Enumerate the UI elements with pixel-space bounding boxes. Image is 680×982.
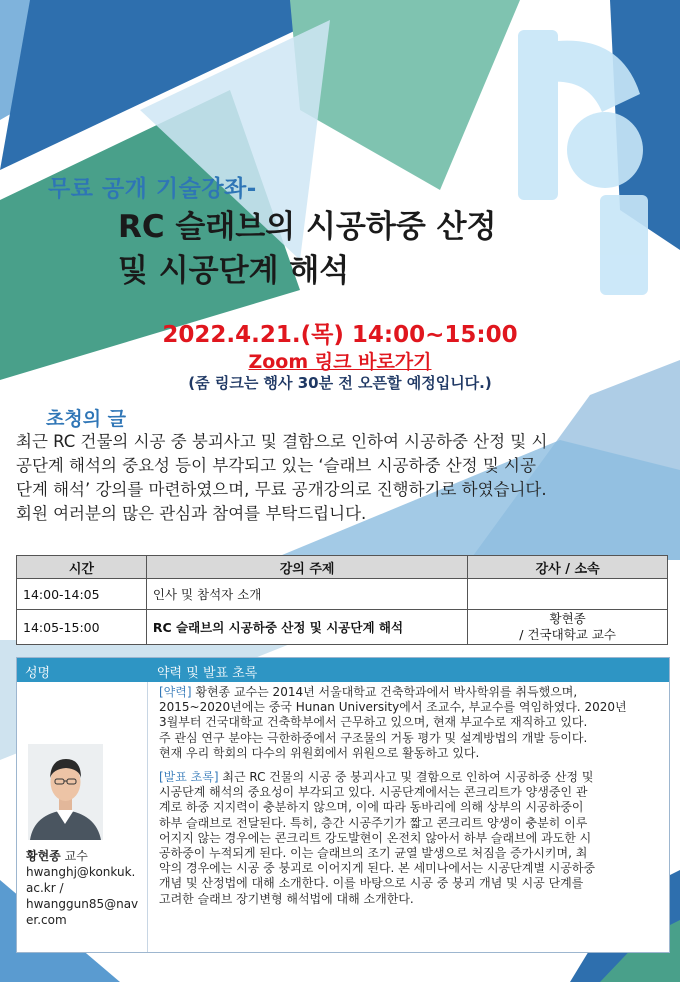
speaker-affiliation: / 건국대학교 교수	[519, 627, 616, 642]
email-line: hwanghj@konkuk.	[26, 865, 136, 879]
row-speaker	[468, 579, 668, 610]
invitation-heading: 초청의 글	[46, 408, 127, 430]
row-topic: 인사 및 참석자 소개	[146, 579, 467, 610]
speaker-contact	[26, 848, 144, 928]
invitation-line: 회원 여러분의 많은 관심과 참여를 부탁드립니다.	[16, 504, 367, 523]
col-header-topic: 강의 주제	[146, 556, 467, 579]
speaker-photo	[28, 744, 103, 840]
column-divider	[147, 682, 148, 952]
bio-and-abstract	[159, 685, 664, 907]
profile-col-bio: 약력 및 발표 초록	[157, 666, 258, 681]
invitation-line: 단계 해석’ 강의를 마련하였으며, 무료 공개강의로 진행하기로 하였습니다.	[16, 480, 547, 499]
col-header-time: 시간	[17, 556, 147, 579]
abstract-label: [발표 초록]	[159, 770, 219, 785]
schedule-header-row	[17, 556, 668, 579]
schedule-table	[16, 555, 668, 645]
row-time: 14:00-14:05	[17, 579, 147, 610]
invitation-line: 최근 RC 건물의 시공 중 붕괴사고 및 결함으로 인하여 시공하중 산정 및 시	[16, 432, 548, 451]
speaker-name: 황현종	[549, 611, 586, 626]
abstract-section: [발표 초록] 최근 RC 건물의 시공 중 붕괴사고 및 결함으로 인하여 시공하중 산정 및 시공단계 해석의 중요성이 부각되고 있다. 시공단계에서는 콘크리트가 양생중인 관 계로 하중 지지력이 충분하지 않으며, 이에 따라 동바리에 의해 상부의 시공하중이 하부 슬래브로 전달된다. 특히, 층간 시공주기가 짧고 콘크리트 양생이 충분히 이루 어지지 않는 경우에는 콘크리트 강도발현이 온전치 않아서 하부 슬래브에 과도한 시 공하중이 누적되게 된다. 이는 슬래브의 조기 균열 발생으로 처짐을 증가시키며, 최 악의 경우에는 시공 중 붕괴로 이어지게 된다. 본 세미나에서는 시공단계별 시공하중 개념 및 산정법에 대해 소개한다. 이를 바탕으로 시공 중 붕괴 개념 및 시공 단계를 고려한 슬래브 장기변형 해석법에 대해 소개한다.	[159, 770, 596, 906]
table-row	[17, 579, 668, 610]
title-line-2: 및 시공단계 해석	[118, 253, 350, 289]
profile-header-bar	[17, 658, 669, 682]
bio-section: [약력] 황현종 교수는 2014년 서울대학교 건축학과에서 박사학위를 취득했으며, 2015~2020년에는 중국 Hunan University에서 조교수, 부교수를 역임하였다. 2020년 3월부터 건국대학교 건축학부에서 근무하고 있으며, 현재 부교수로 재직하고 있다. 주 관심 연구 분야는 극한하중에서 구조물의 거동 평가 및 설계방법의 개발 등이다. 현재 우리 학회의 다수의 위원회에서 위원으로 활동하고 있다.	[159, 685, 627, 760]
row-speaker	[468, 610, 668, 645]
zoom-link[interactable]: Zoom 링크 바로가기	[248, 351, 432, 373]
col-header-speaker: 강사 / 소속	[468, 556, 668, 579]
zoom-open-note: (줌 링크는 행사 30분 전 오픈할 예정입니다.)	[188, 374, 492, 392]
speaker-name: 황현종	[26, 849, 61, 863]
lecture-subtitle: 무료 공개 기술강좌-	[48, 176, 257, 202]
table-row	[17, 610, 668, 645]
email-line: er.com	[26, 913, 67, 927]
event-date-time: 2022.4.21.(목) 14:00~15:00	[162, 322, 518, 348]
speaker-title: 교수	[64, 849, 88, 863]
bio-label: [약력]	[159, 685, 192, 699]
row-time: 14:05-15:00	[17, 610, 147, 645]
row-topic: RC 슬래브의 시공하중 산정 및 시공단계 해석	[146, 610, 467, 645]
email-line: ac.kr /	[26, 881, 64, 895]
invitation-line: 공단계 해석의 중요성 등이 부각되고 있는 ‘슬래브 시공하중 산정 및 시공	[16, 456, 536, 475]
invitation-text	[16, 430, 656, 526]
title-line-1: RC 슬래브의 시공하중 산정	[118, 209, 497, 245]
speaker-profile-panel	[16, 657, 670, 953]
lecture-title	[118, 205, 496, 293]
email-line: hwanggun85@nav	[26, 897, 139, 911]
profile-col-name: 성명	[25, 666, 51, 681]
